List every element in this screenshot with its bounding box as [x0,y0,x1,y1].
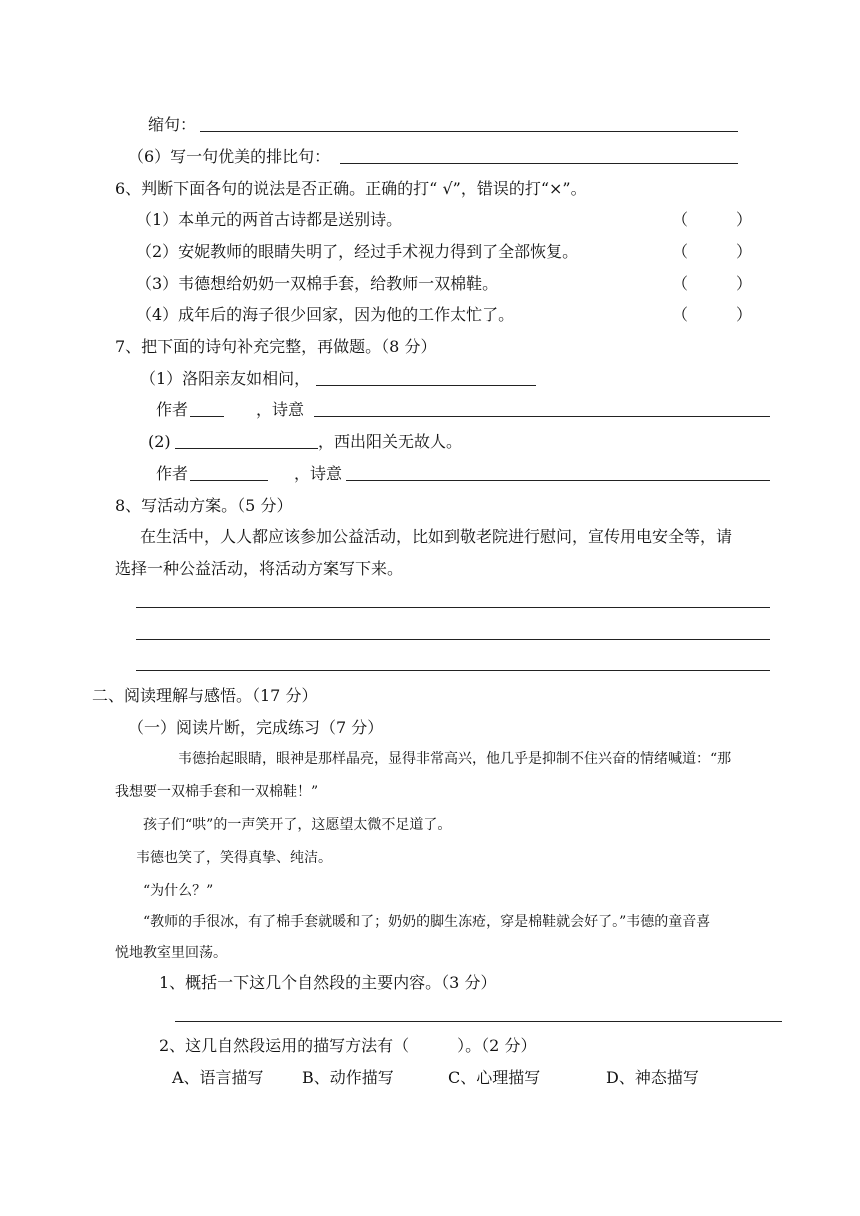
q8-para-line-1: 在生活中，人人都应该参加公益活动，比如到敬老院进行慰问，宣传用电安全等，请 [140,527,733,546]
q7-line2-prefix: (2) [148,432,171,451]
q7-author-blank-1[interactable] [190,416,224,417]
q7-meaning-blank-1[interactable] [314,416,770,417]
q6-item-4: （4）成年后的海子很少回家，因为他的工作太忙了。 [136,305,515,324]
passage-line-3: 孩子们“哄”的一声笑开了，这愿望太微不足道了。 [143,817,452,833]
passage-line-4: 韦德也笑了，笑得真挚、纯洁。 [136,850,332,866]
passage-line-1: 韦德抬起眼睛，眼神是那样晶亮，显得非常高兴，他几乎是抑制不住兴奋的情绪喊道：“那 [178,751,732,767]
q6-item-1-answer-paren[interactable]: （ ） [672,210,753,229]
q8-para-line-2: 选择一种公益活动，将活动方案写下来。 [115,559,404,578]
option-d[interactable]: D、神态描写 [606,1068,699,1087]
q6-item-2: （2）安妮教师的眼睛失明了，经过手术视力得到了全部恢复。 [136,242,579,261]
reading-q1: 1、概括一下这几个自然段的主要内容。（3 分） [159,973,497,992]
q6-item-3: （3）韦德想给奶奶一双棉手套，给教师一双棉鞋。 [136,274,499,293]
q8-answer-line-2[interactable] [136,639,770,640]
q7-title: 7、把下面的诗句补充完整，再做题。（8 分） [115,337,437,356]
option-a[interactable]: A、语言描写 [172,1068,264,1087]
suoju-label: 缩句： [148,115,197,134]
q8-answer-line-1[interactable] [136,607,770,608]
option-c[interactable]: C、心理描写 [448,1068,541,1087]
q6-title: 6、判断下面各句的说法是否正确。正确的打“ √”，错误的打“×”。 [115,179,587,198]
part2-title: 二、阅读理解与感悟。（17 分） [92,686,318,705]
passage-line-7: 悦地教室里回荡。 [115,945,227,961]
option-b[interactable]: B、动作描写 [302,1068,394,1087]
q7-author-label-1: 作者 [156,400,189,419]
passage-line-5: “为什么？” [143,883,214,899]
part2-sub1-title: （一）阅读片断，完成练习（7 分） [128,718,384,737]
q6-item-4-answer-paren[interactable]: （ ） [672,305,753,324]
q7-line1-prefix: （1）洛阳亲友如相问， [140,369,311,388]
suoju-answer-line[interactable] [200,131,738,132]
q7-meaning-label-2: ，诗意 [294,464,343,483]
passage-line-6: “教师的手很冰，有了棉手套就暖和了；奶奶的脚生冻疮，穿是棉鞋就会好了。”韦德的童音喜 [143,914,711,930]
q7-line2-suffix: ，西出阳关无故人。 [318,432,463,451]
q7-author-label-2: 作者 [156,464,189,483]
q6-item-3-answer-paren[interactable]: （ ） [672,274,753,293]
q8-answer-line-3[interactable] [136,670,770,671]
q7-author-blank-2[interactable] [190,480,268,481]
q7-meaning-label-1: ，诗意 [256,400,305,419]
q7-line1-blank[interactable] [316,385,536,386]
q8-title: 8、写活动方案。（5 分） [115,496,293,515]
q6-item-2-answer-paren[interactable]: （ ） [672,242,753,261]
q6-item-1: （1）本单元的两首古诗都是送别诗。 [136,210,403,229]
reading-q1-answer-line[interactable] [175,1021,782,1022]
q5-item6-label: （6）写一句优美的排比句： [128,147,331,166]
reading-q2: 2、这几自然段运用的描写方法有（ ）。（2 分） [159,1036,537,1055]
passage-line-2: 我想要一双棉手套和一双棉鞋！” [115,784,319,800]
q7-line2-blank[interactable] [175,448,318,449]
paibiju-answer-line[interactable] [340,163,738,164]
q7-meaning-blank-2[interactable] [346,480,770,481]
